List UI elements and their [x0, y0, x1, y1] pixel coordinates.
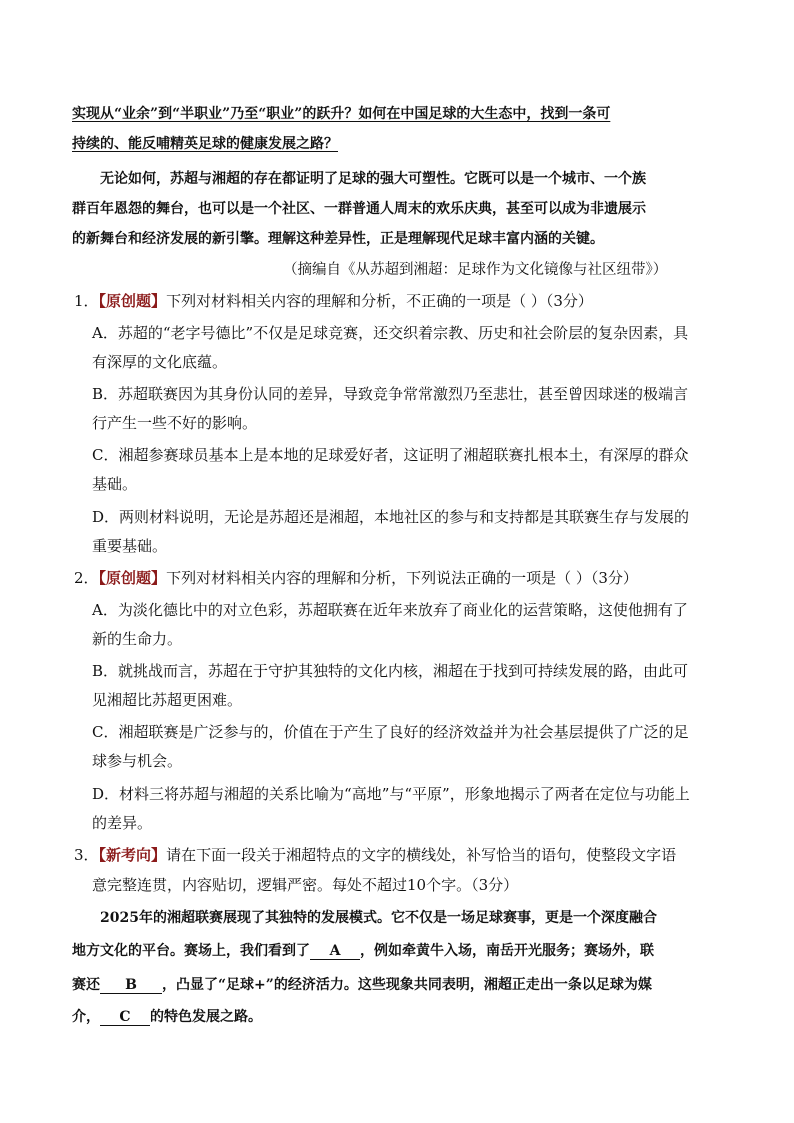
material-paragraph-line-2: 群百年恩怨的舞台，也可以是一个社区、一群普通人周末的欢乐庆典，甚至可以成为非遗展示 — [72, 201, 646, 217]
passage-text: ，凸显了“足球+”的经济活力。这些现象共同表明，湘超正走出一条以足球为媒 — [162, 977, 652, 993]
question-tag: 【新考向】 — [98, 846, 167, 864]
q1-option-c-line-1: C．湘超参赛球员基本上是本地的足球爱好者，这证明了湘超联赛扎根本土，有深厚的群众 — [92, 446, 689, 464]
question-number: 1． — [74, 292, 99, 310]
blank-b[interactable]: B — [100, 977, 162, 994]
passage-text: 地方文化的平台。赛场上，我们看到了 — [72, 943, 310, 959]
question-number: 2． — [74, 569, 99, 587]
passage-text: 介， — [72, 1009, 100, 1025]
q2-option-c-line-1: C．湘超联赛是广泛参与的，价值在于产生了良好的经济效益并为社会基层提供了广泛的足 — [92, 723, 689, 741]
passage-text: 赛还 — [72, 977, 100, 993]
q1-option-a-line-1: A．苏超的“老字号德比”不仅是足球竞赛，还交织着宗教、历史和社会阶层的复杂因素，具 — [92, 324, 689, 342]
question-tag: 【原创题】 — [98, 292, 167, 310]
blank-c[interactable]: C — [100, 1009, 150, 1026]
passage-text: 的特色发展之路。 — [150, 1009, 262, 1025]
q1-option-a-line-2: 有深厚的文化底蕴。 — [92, 353, 228, 371]
question-2-stem — [74, 567, 794, 588]
question-number: 3． — [74, 846, 99, 864]
question-3-stem-line-2: 意完整连贯，内容贴切，逻辑严密。每处不超过10个字。（3分） — [92, 876, 519, 894]
q2-option-a-line-2: 新的生命力。 — [92, 630, 183, 648]
material-line-1: 实现从“业余”到“半职业”乃至“职业”的跃升？如何在中国足球的大生态中，找到一条可 — [72, 106, 611, 122]
question-tag: 【原创题】 — [98, 569, 167, 587]
q3-passage-line-2 — [72, 940, 794, 960]
q1-option-b-line-1: B．苏超联赛因为其身份认同的差异，导致竞争常常激烈乃至悲壮，甚至曾因球迷的极端言 — [92, 385, 689, 403]
question-text: 下列对材料相关内容的理解和分析，下列说法正确的一项是（ ）（3分） — [166, 569, 638, 587]
q2-option-d-line-1: D．材料三将苏超与湘超的关系比喻为“高地”与“平原”，形象地揭示了两者在定位与功能上 — [92, 785, 690, 803]
blank-a[interactable]: A — [310, 943, 360, 960]
q1-option-c-line-2: 基础。 — [92, 475, 138, 493]
q3-passage-line-3 — [72, 974, 794, 994]
q2-option-c-line-2: 球参与机会。 — [92, 752, 183, 770]
material-paragraph-line-1: 无论如何，苏超与湘超的存在都证明了足球的强大可塑性。它既可以是一个城市、一个族 — [100, 171, 646, 187]
q2-option-b-line-2: 见湘超比苏超更困难。 — [92, 691, 243, 709]
material-paragraph-line-3: 的新舞台和经济发展的新引擎。理解这种差异性，正是理解现代足球丰富内涵的关键。 — [72, 231, 604, 247]
q2-option-d-line-2: 的差异。 — [92, 814, 153, 832]
q1-option-b-line-2: 行产生一些不好的影响。 — [92, 414, 258, 432]
material-line-2: 持续的、能反哺精英足球的健康发展之路？ — [72, 136, 338, 152]
question-text: 下列对材料相关内容的理解和分析，不正确的一项是（ ）（3分） — [166, 292, 593, 310]
q1-option-d-line-1: D．两则材料说明，无论是苏超还是湘超，本地社区的参与和支持都是其联赛生存与发展的 — [92, 508, 690, 526]
question-1-stem — [74, 290, 794, 311]
question-text: 请在下面一段关于湘超特点的文字的横线处，补写恰当的语句，使整段文字语 — [166, 846, 677, 864]
source-citation: （摘编自《从苏超到湘超：足球作为文化镜像与社区纽带》） — [283, 262, 668, 278]
q2-option-b-line-1: B．就挑战而言，苏超在于守护其独特的文化内核，湘超在于找到可持续发展的路，由此可 — [92, 662, 689, 680]
q3-passage-line-1: 2025年的湘超联赛展现了其独特的发展模式。它不仅是一场足球赛事，更是一个深度融合 — [100, 910, 657, 926]
q3-passage-line-4 — [72, 1006, 794, 1026]
question-3-stem-line-1 — [74, 844, 794, 865]
q2-option-a-line-1: A．为淡化德比中的对立色彩，苏超联赛在近年来放弃了商业化的运营策略，这使他拥有了 — [92, 601, 688, 619]
q1-option-d-line-2: 重要基础。 — [92, 537, 168, 555]
passage-text: ，例如牵黄牛入场，南岳开光服务；赛场外，联 — [360, 943, 654, 959]
